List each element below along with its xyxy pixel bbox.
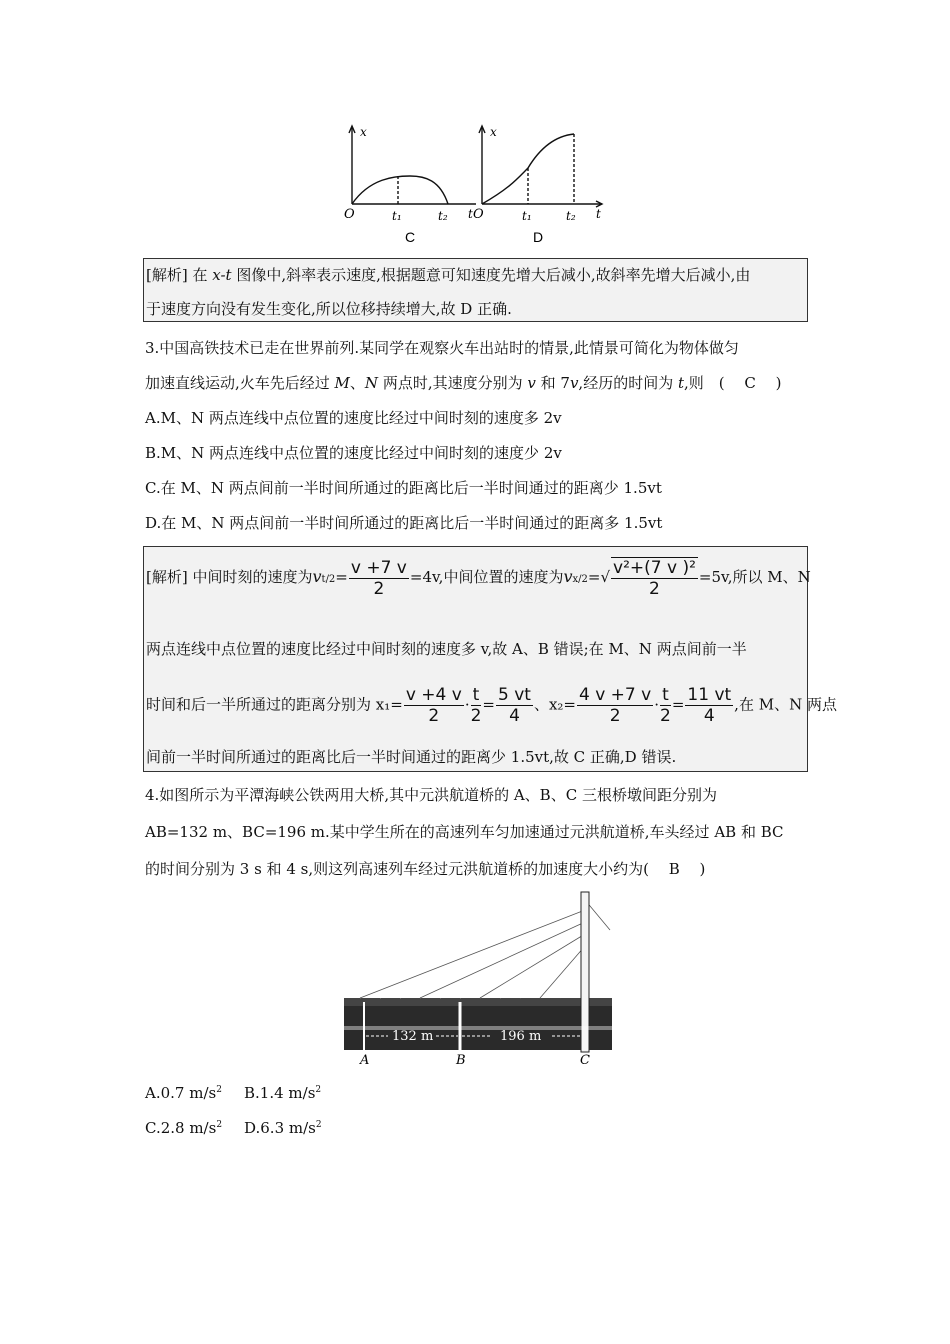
analysis1-line1: [解析] 在 x-t 图像中,斜率表示速度,根据题意可知速度先增大后减小,故斜率先增大后减小,由 bbox=[146, 266, 751, 284]
fraction-v-7v-over-2: $\frac{v +7 v}{2}$ bbox=[350, 557, 407, 599]
fraction-v-4v: $\frac{v +4 v}{2}$ bbox=[405, 685, 462, 726]
t2-d: t₂ bbox=[566, 209, 576, 223]
origin-c: O bbox=[344, 207, 355, 222]
q3-option-c[interactable]: C.在 M、N 两点间前一半时间所通过的距离比后一半时间通过的距离少 1.5vt bbox=[145, 479, 662, 497]
analysis2-line1: [解析] 中间时刻的速度为vt/2= $\frac{v +7 v}{2}$ =4v,中间位置的速度为vx/2=√ $\frac{\text{v²+(7 v )²}}{2}$ =5v,所以 M、N bbox=[146, 557, 811, 599]
bridge-figure bbox=[340, 890, 615, 1070]
q4-option-a[interactable]: A.0.7 $m/s^2$ bbox=[145, 1084, 222, 1102]
analysis-box-2 bbox=[143, 546, 837, 772]
q4-option-d[interactable]: D.6.3 $m/s^2$ bbox=[244, 1119, 322, 1137]
fraction-sqrt: $\frac{\text{v²+(7 v )²}}{2}$ bbox=[613, 558, 696, 599]
q3-option-b[interactable]: B.M、N 两点连线中点位置的速度比经过中间时刻的速度少 2v bbox=[145, 444, 562, 462]
axis-x-label-c: x bbox=[360, 125, 367, 139]
t2-c: t₂ bbox=[438, 209, 448, 223]
q3-stem-line2: 加速直线运动,火车先后经过 M、N 两点时,其速度分别为 v 和 7v,经历的时间为 t,则 ( C ) bbox=[145, 374, 782, 392]
fraction-4v-7v: $\frac{4 v +7 v}{2}$ bbox=[579, 685, 652, 726]
fraction-11vt-4: $\frac{11 vt}{4}$ bbox=[687, 685, 732, 726]
bridge-label-ab: 132 m bbox=[392, 1029, 434, 1044]
q4-option-c[interactable]: C.2.8 $m/s^2$ bbox=[145, 1119, 223, 1137]
figure-label-d: D bbox=[533, 229, 544, 245]
q3-option-a[interactable]: A.M、N 两点连线中点位置的速度比经过中间时刻的速度多 2v bbox=[145, 409, 562, 427]
q4-stem-line3: 的时间分别为 3 s 和 4 s,则这列高速列车经过元洪航道桥的加速度大小约为( B ) bbox=[145, 860, 706, 878]
bridge-pier-a: A bbox=[360, 1053, 370, 1068]
q3-option-d[interactable]: D.在 M、N 两点间前一半时间所通过的距离比后一半时间通过的距离多 1.5vt bbox=[145, 514, 663, 532]
t1-c: t₁ bbox=[392, 209, 402, 223]
bridge-pier-b: B bbox=[456, 1053, 466, 1068]
analysis-box-1 bbox=[143, 258, 808, 322]
analysis2-line2: 两点连线中点位置的速度比经过中间时刻的速度多 v,故 A、B 错误;在 M、N 两点间前一半 bbox=[146, 640, 747, 658]
figure-label-c: C bbox=[405, 229, 416, 245]
q3-stem-line1: 3.中国高铁技术已走在世界前列.某同学在观察火车出站时的情景,此情景可简化为物体做匀 bbox=[145, 339, 739, 357]
fraction-t-2: $\frac{t}{2}$ bbox=[470, 685, 482, 726]
xt-graphs-figure bbox=[340, 118, 620, 248]
t-axis-d: t bbox=[596, 207, 601, 221]
analysis2-line4: 间前一半时间所通过的距离比后一半时间通过的距离少 1.5vt,故 C 正确,D 错误. bbox=[146, 748, 677, 766]
t1-d: t₁ bbox=[522, 209, 532, 223]
axis-x-label-d: x bbox=[490, 125, 497, 139]
bridge-label-bc: 196 m bbox=[500, 1029, 542, 1044]
fraction-5vt-4: $\frac{5 vt}{4}$ bbox=[498, 685, 531, 726]
q4-stem-line2: AB=132 m、BC=196 m.某中学生所在的高速列车匀加速通过元洪航道桥,车头经过 AB 和 BC bbox=[145, 823, 784, 841]
q4-stem-line1: 4.如图所示为平潭海峡公铁两用大桥,其中元洪航道桥的 A、B、C 三根桥墩间距分别为 bbox=[145, 786, 717, 804]
q4-option-b[interactable]: B.1.4 $m/s^2$ bbox=[244, 1084, 322, 1102]
t-axis-c: t bbox=[468, 207, 473, 221]
bridge-pier-c: C bbox=[580, 1053, 590, 1068]
analysis1-line2: 于速度方向没有发生变化,所以位移持续增大,故 D 正确. bbox=[146, 300, 512, 318]
analysis2-line3: 时间和后一半所通过的距离分别为 x₁= $\frac{v +4 v}{2}$ · $\frac{t}{2}$ = $\frac{5 vt}{4}$ 、x₂= $\frac{4 v +7 v}{2}$ · $\frac{t}{2}$ = $\frac{11 vt}{4}$ ,在 M、N 两点 bbox=[146, 685, 837, 726]
fraction-t-2-b: $\frac{t}{2}$ bbox=[660, 685, 671, 726]
origin-d: O bbox=[473, 207, 484, 222]
